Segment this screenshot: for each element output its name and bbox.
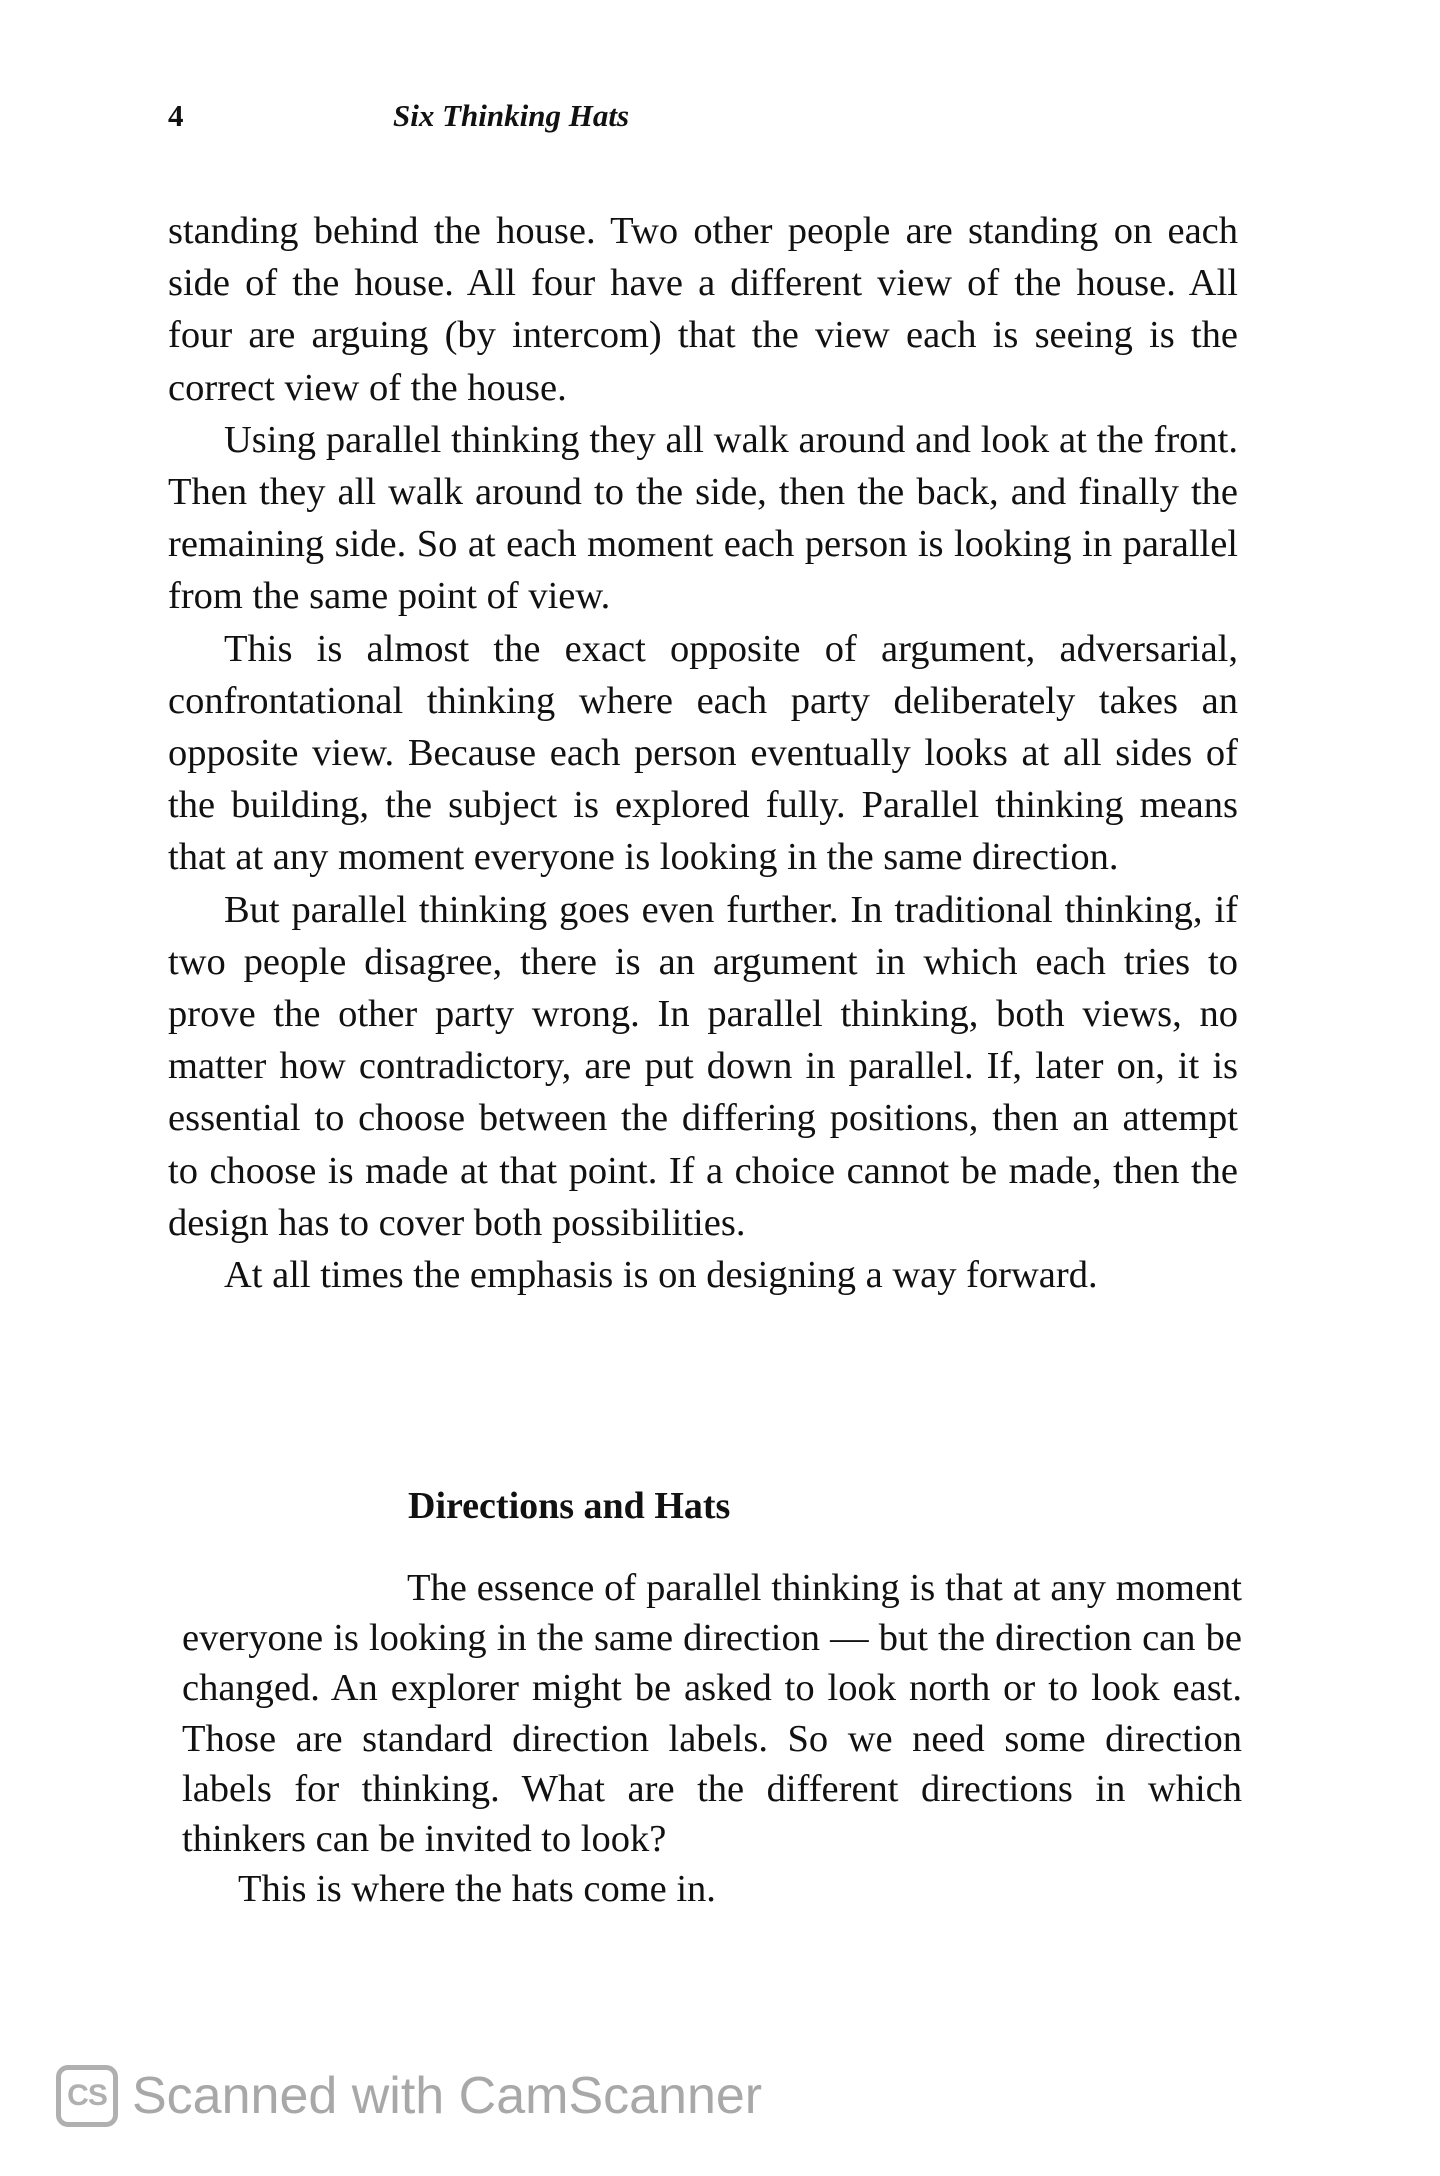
paragraph: This is almost the exact opposite of argument, adversarial, confrontational thinking where each party deliberately takes an opposite view. Because each person eventually looks at all sides of the building, the subject is explored fully. Parallel thinking means that at any moment everyone is looking in the same direction.: [168, 627, 1238, 879]
page-header: [168, 98, 1238, 148]
paragraph: This is where the hats come in.: [238, 1868, 716, 1911]
page-number: 4: [168, 98, 184, 133]
paragraph: At all times the emphasis is on designing a way forward.: [224, 1254, 1098, 1297]
paragraph: But parallel thinking goes even further. In traditional thinking, if two people disagree, there is an argument in which each tries to prove the other party wrong. In parallel thinking, both views, no matter how contradictory, are put down in parallel. If, later on, it is essential to choose between the differing positions, then an attempt to choose is made at that point. If a choice cannot be made, then the design has to cover both possibilities.: [168, 888, 1238, 1244]
section-text: [182, 1563, 1242, 1914]
camscanner-watermark: [56, 2066, 762, 2126]
camscanner-logo-icon: CS: [56, 2065, 118, 2127]
running-title: Six Thinking Hats: [393, 98, 630, 133]
watermark-text: Scanned with CamScanner: [132, 2067, 763, 2125]
body-text: [168, 205, 1238, 1301]
paragraph: standing behind the house. Two other people are standing on each side of the house. All four have a different view of the house. All four are arguing (by intercom) that the view each is seeing is the correct view of the house.: [168, 210, 1238, 409]
section-heading: Directions and Hats: [408, 1485, 731, 1527]
paragraph: The essence of parallel thinking is that at any moment everyone is looking in the same direction — but the direction can be changed. An explorer might be asked to look north or to look east. Those are standard direction labels. So we need some direction labels for thinking. What are the different directions in which thinkers can be invited to look?: [182, 1567, 1242, 1861]
paragraph: Using parallel thinking they all walk around and look at the front. Then they all walk around to the side, then the back, and finally the remaining side. So at each moment each person is looking in parallel from the same point of view.: [168, 418, 1238, 618]
